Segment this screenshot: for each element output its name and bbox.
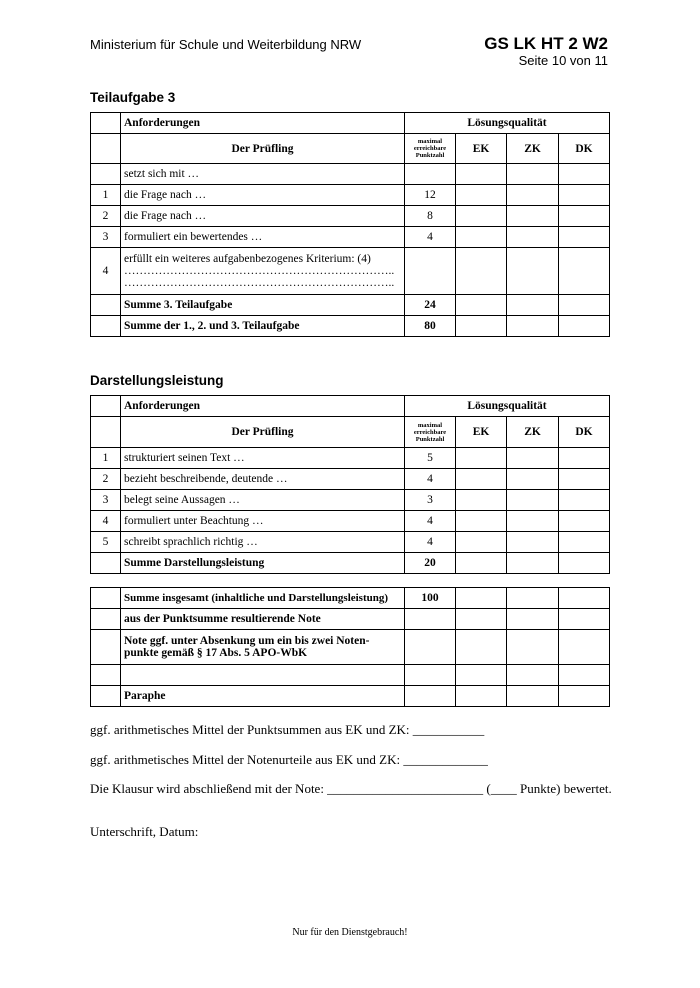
dk-cell[interactable] xyxy=(559,511,610,532)
absenkung-row: Note ggf. unter Absenkung um ein bis zwei Noten- punkte gemäß § 17 Abs. 5 APO-WbK xyxy=(91,630,610,665)
header-max-points: maximal erreichbare Punktzahl xyxy=(405,417,456,448)
zk-cell[interactable] xyxy=(507,490,559,511)
dk-cell[interactable] xyxy=(559,185,610,206)
dk-cell[interactable] xyxy=(559,686,610,707)
ek-cell[interactable] xyxy=(456,532,507,553)
table-row: 4 formuliert unter Beachtung … 4 xyxy=(91,511,610,532)
zk-cell[interactable] xyxy=(507,185,559,206)
ek-cell[interactable] xyxy=(456,630,507,665)
empty-cell xyxy=(91,134,121,164)
zk-cell[interactable] xyxy=(507,248,559,295)
table-row: 2 bezieht beschreibende, deutende … 4 xyxy=(91,469,610,490)
ek-cell[interactable] xyxy=(456,185,507,206)
zk-cell[interactable] xyxy=(507,206,559,227)
klausur-note-line: Die Klausur wird abschließend mit der Note: ________________________ (____ Punkte) bewertet. xyxy=(90,781,612,796)
ek-cell[interactable] xyxy=(456,164,507,185)
table-row: 1 die Frage nach … 12 xyxy=(91,185,610,206)
table-row: 5 schreibt sprachlich richtig … 4 xyxy=(91,532,610,553)
zk-cell[interactable] xyxy=(507,588,559,609)
dk-cell[interactable] xyxy=(559,469,610,490)
total-row: Summe der 1., 2. und 3. Teilaufgabe 80 xyxy=(91,316,610,337)
empty-cell xyxy=(91,113,121,134)
zk-cell[interactable] xyxy=(507,448,559,469)
header-zk: ZK xyxy=(507,134,559,164)
header-loesungsqualitaet: Lösungsqualität xyxy=(405,396,610,417)
dk-cell[interactable] xyxy=(559,630,610,665)
table-row: 3 formuliert ein bewertendes … 4 xyxy=(91,227,610,248)
ek-cell[interactable] xyxy=(456,490,507,511)
ek-cell[interactable] xyxy=(456,609,507,630)
dk-cell[interactable] xyxy=(559,227,610,248)
dk-cell[interactable] xyxy=(559,609,610,630)
ek-cell[interactable] xyxy=(456,248,507,295)
dk-cell[interactable] xyxy=(559,490,610,511)
header-dk: DK xyxy=(559,134,610,164)
table-row: 1 strukturiert seinen Text … 5 xyxy=(91,448,610,469)
ek-cell[interactable] xyxy=(456,553,507,574)
header-anforderungen: Anforderungen xyxy=(121,396,405,417)
ek-cell[interactable] xyxy=(456,469,507,490)
table-row: 3 belegt seine Aussagen … 3 xyxy=(91,490,610,511)
header-loesungsqualitaet: Lösungsqualität xyxy=(405,113,610,134)
dk-cell[interactable] xyxy=(559,206,610,227)
ek-cell[interactable] xyxy=(456,448,507,469)
mittel-notenurteile-line: ggf. arithmetisches Mittel der Notenurteile aus EK und ZK: _____________ xyxy=(90,752,488,767)
zk-cell[interactable] xyxy=(507,295,559,316)
zk-cell[interactable] xyxy=(507,686,559,707)
dk-cell[interactable] xyxy=(559,248,610,295)
table-gesamt xyxy=(90,587,610,707)
paraphe-row: Paraphe xyxy=(91,686,610,707)
header-zk: ZK xyxy=(507,417,559,448)
footer-note: Nur für den Dienstgebrauch! xyxy=(292,927,408,938)
header-ek: EK xyxy=(456,134,507,164)
header-dk: DK xyxy=(559,417,610,448)
ek-cell[interactable] xyxy=(456,588,507,609)
mittel-punktsummen-line: ggf. arithmetisches Mittel der Punktsummen aus EK und ZK: ___________ xyxy=(90,722,485,737)
ek-cell[interactable] xyxy=(456,511,507,532)
unterschrift-line: Unterschrift, Datum: xyxy=(90,824,199,839)
table-teilaufgabe-3 xyxy=(90,112,610,337)
zk-cell[interactable] xyxy=(507,630,559,665)
zk-cell[interactable] xyxy=(507,553,559,574)
section-title-darstellung: Darstellungsleistung xyxy=(90,373,224,388)
dk-cell[interactable] xyxy=(559,164,610,185)
dk-cell[interactable] xyxy=(559,665,610,686)
ek-cell[interactable] xyxy=(456,206,507,227)
header-max-points: maximal erreichbare Punktzahl xyxy=(405,134,456,164)
ek-cell[interactable] xyxy=(456,316,507,337)
sum-row: Summe 3. Teilaufgabe 24 xyxy=(91,295,610,316)
header-ek: EK xyxy=(456,417,507,448)
dk-cell[interactable] xyxy=(559,588,610,609)
header-pruefling: Der Prüfling xyxy=(121,134,405,164)
document-code: GS LK HT 2 W2 xyxy=(484,34,608,53)
header-pruefling: Der Prüfling xyxy=(121,417,405,448)
section-title-teilaufgabe: Teilaufgabe 3 xyxy=(90,90,176,105)
page-number: Seite 10 von 11 xyxy=(518,53,608,68)
ek-cell[interactable] xyxy=(456,665,507,686)
ek-cell[interactable] xyxy=(456,227,507,248)
dk-cell[interactable] xyxy=(559,532,610,553)
header-anforderungen: Anforderungen xyxy=(121,113,405,134)
dk-cell[interactable] xyxy=(559,295,610,316)
ministry-name: Ministerium für Schule und Weiterbildung NRW xyxy=(90,37,362,52)
criterion-row: erfüllt ein weiteres aufgabenbezogenes Kriterium: (4) …………………………………………………………….. …………………………………………………………….. xyxy=(121,248,405,295)
ek-cell[interactable] xyxy=(456,686,507,707)
zk-cell[interactable] xyxy=(507,511,559,532)
sum-row: Summe Darstellungsleistung 20 xyxy=(91,553,610,574)
intro-text: setzt sich mit … xyxy=(121,164,405,185)
dk-cell[interactable] xyxy=(559,316,610,337)
zk-cell[interactable] xyxy=(507,532,559,553)
zk-cell[interactable] xyxy=(507,316,559,337)
zk-cell[interactable] xyxy=(507,665,559,686)
empty-cell xyxy=(91,164,121,185)
zk-cell[interactable] xyxy=(507,469,559,490)
table-row: 4 erfüllt ein weiteres aufgabenbezogenes Kriterium: (4) …………………………………………………………….. …………………………………………………………….. xyxy=(91,248,610,295)
zk-cell[interactable] xyxy=(507,164,559,185)
note-row: aus der Punktsumme resultierende Note xyxy=(91,609,610,630)
empty-row xyxy=(91,665,610,686)
dk-cell[interactable] xyxy=(559,553,610,574)
dk-cell[interactable] xyxy=(559,448,610,469)
ek-cell[interactable] xyxy=(456,295,507,316)
zk-cell[interactable] xyxy=(507,227,559,248)
total-row: Summe insgesamt (inhaltliche und Darstellungsleistung) 100 xyxy=(91,588,610,609)
table-row: 2 die Frage nach … 8 xyxy=(91,206,610,227)
table-darstellungsleistung xyxy=(90,395,610,574)
zk-cell[interactable] xyxy=(507,609,559,630)
